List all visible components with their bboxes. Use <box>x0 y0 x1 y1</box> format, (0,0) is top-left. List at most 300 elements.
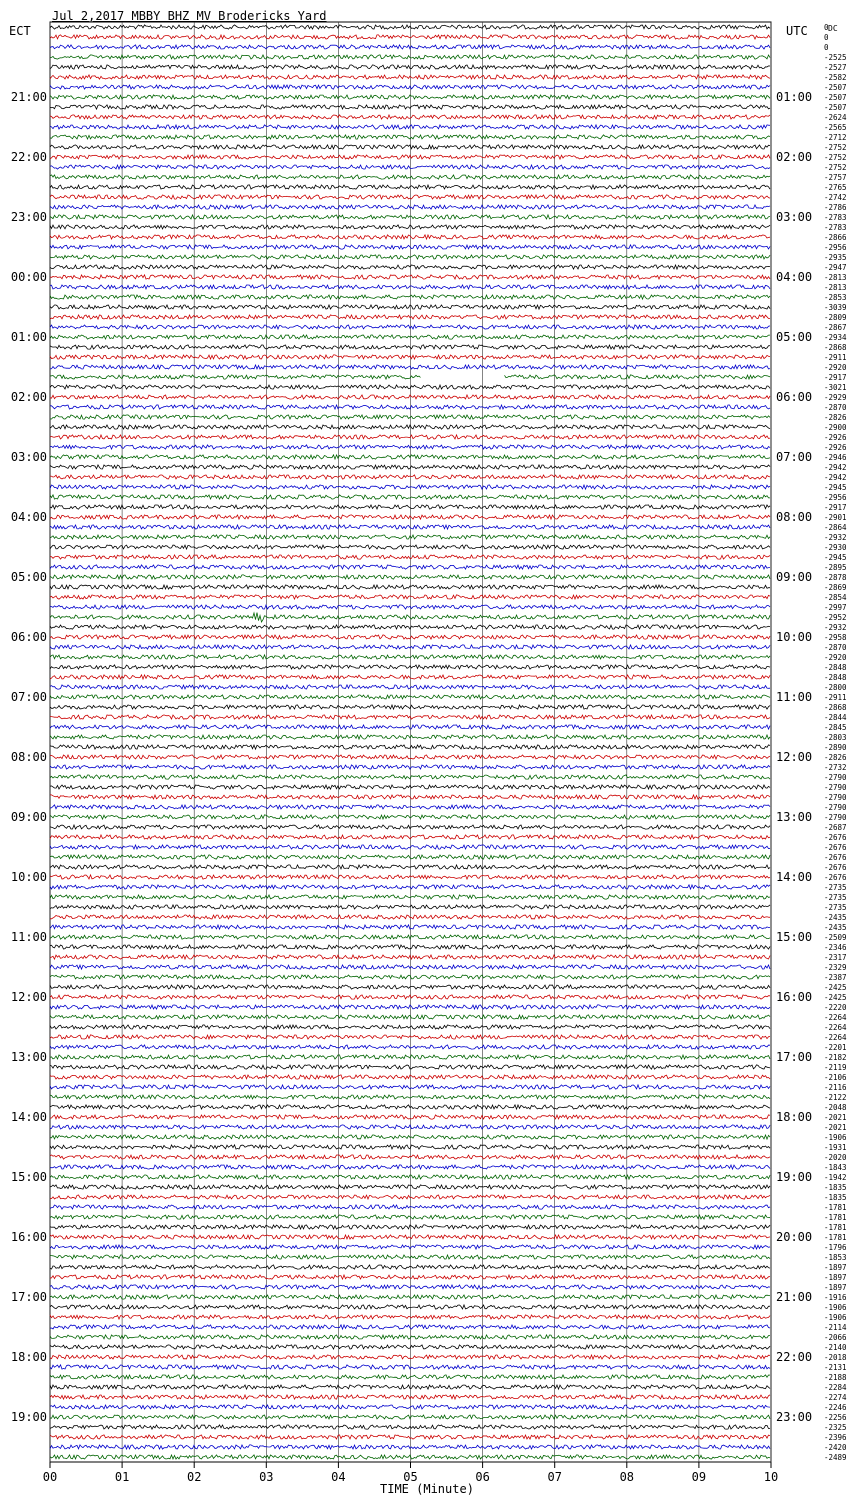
dc-offset-value: -2790 <box>824 813 847 822</box>
dc-offset-value: -1897 <box>824 1283 847 1292</box>
dc-offset-value: -2942 <box>824 473 847 482</box>
dc-offset-value: -2122 <box>824 1093 847 1102</box>
seismic-trace <box>50 675 770 679</box>
right-hour-label: 06:00 <box>776 390 813 404</box>
seismic-trace <box>50 1435 770 1439</box>
dc-offset-value: -2735 <box>824 903 847 912</box>
seismic-trace <box>50 535 770 539</box>
right-hour-label: 11:00 <box>776 690 813 704</box>
dc-offset-value: -2854 <box>824 593 847 602</box>
seismic-trace <box>50 1315 770 1319</box>
dc-offset-value: -2790 <box>824 773 847 782</box>
dc-offset-value: -2848 <box>824 673 847 682</box>
dc-offset-value: -2870 <box>824 403 847 412</box>
dc-offset-value: -3039 <box>824 303 847 312</box>
dc-offset-value: -2895 <box>824 563 847 572</box>
seismic-trace <box>50 245 770 249</box>
left-hour-label: 08:00 <box>10 750 47 764</box>
dc-offset-value: -2790 <box>824 803 847 812</box>
x-tick-label: 06 <box>475 1470 490 1484</box>
seismic-trace <box>50 1415 770 1419</box>
x-tick-label: 08 <box>619 1470 635 1484</box>
seismic-trace <box>50 175 770 179</box>
dc-offset-value: -2878 <box>824 573 847 582</box>
dc-offset-value: 0 <box>824 43 829 52</box>
dc-offset-value: -2676 <box>824 843 847 852</box>
dc-offset-value: -1906 <box>824 1303 847 1312</box>
dc-offset-value: -2864 <box>824 523 847 532</box>
seismic-trace <box>50 613 770 622</box>
seismic-trace <box>50 1325 770 1329</box>
left-hour-label: 19:00 <box>10 1410 47 1424</box>
left-hour-label: 03:00 <box>10 450 47 464</box>
dc-offset-value: -1906 <box>824 1313 847 1322</box>
dc-offset-value: -2264 <box>824 1023 847 1032</box>
seismic-trace <box>50 45 770 49</box>
left-hour-label: 12:00 <box>10 990 47 1004</box>
dc-offset-value: -2752 <box>824 143 847 152</box>
seismic-trace <box>50 735 770 739</box>
dc-offset-value: 0 <box>824 33 829 42</box>
seismic-trace <box>50 205 770 209</box>
seismic-trace <box>50 115 770 119</box>
x-tick-label: 09 <box>691 1470 707 1484</box>
seismic-trace <box>50 1295 770 1299</box>
dc-offset-value: -2507 <box>824 93 847 102</box>
dc-offset-value: -2917 <box>824 503 847 512</box>
seismic-trace <box>50 1125 770 1129</box>
seismic-trace <box>50 25 770 29</box>
right-hour-label: 04:00 <box>776 270 813 284</box>
dc-offset-value: -2735 <box>824 883 847 892</box>
dc-offset-value: -2946 <box>824 453 847 462</box>
dc-offset-value: -2246 <box>824 1403 847 1412</box>
seismic-trace <box>50 855 770 859</box>
seismic-trace <box>50 685 770 689</box>
dc-offset-value: -2844 <box>824 713 847 722</box>
dc-offset-value: -2489 <box>824 1453 847 1462</box>
dc-offset-value: -2932 <box>824 623 847 632</box>
seismic-trace <box>50 835 770 839</box>
seismic-trace <box>50 1165 770 1169</box>
seismic-trace <box>50 605 770 609</box>
dc-offset-value: -2509 <box>824 933 847 942</box>
dc-offset-value: -2732 <box>824 763 847 772</box>
dc-offset-value: -2790 <box>824 783 847 792</box>
left-hour-label: 02:00 <box>10 390 47 404</box>
dc-offset-value: -2676 <box>824 863 847 872</box>
seismic-trace <box>50 1075 770 1079</box>
seismic-trace <box>50 325 770 329</box>
dc-offset-value: -1853 <box>824 1253 847 1262</box>
dc-offset-value: -2868 <box>824 343 847 352</box>
x-tick-label: 05 <box>403 1470 418 1484</box>
dc-offset-value: -2786 <box>824 203 847 212</box>
seismic-trace <box>50 1045 770 1049</box>
dc-offset-value: -1906 <box>824 1133 847 1142</box>
seismic-trace <box>50 815 770 819</box>
dc-offset-value: -2220 <box>824 1003 847 1012</box>
dc-offset-value: -2712 <box>824 133 847 142</box>
seismic-trace <box>50 1005 770 1009</box>
seismic-trace <box>50 445 770 449</box>
x-tick-label: 01 <box>114 1470 130 1484</box>
seismic-trace <box>50 635 770 639</box>
x-tick-label: 03 <box>259 1470 274 1484</box>
dc-offset-value: -2435 <box>824 913 847 922</box>
seismic-trace <box>50 905 770 909</box>
seismic-trace <box>50 495 770 499</box>
seismic-trace <box>50 1335 770 1339</box>
right-hour-label: 12:00 <box>776 750 813 764</box>
dc-offset-value: -2687 <box>824 823 847 832</box>
seismic-trace <box>50 1215 770 1219</box>
dc-offset-value: -2624 <box>824 113 847 122</box>
left-hour-label: 17:00 <box>10 1290 47 1304</box>
seismic-trace <box>50 465 770 469</box>
seismic-trace <box>50 705 770 709</box>
right-hour-label: 22:00 <box>776 1350 813 1364</box>
seismic-trace <box>50 1255 770 1259</box>
dc-offset-value: -2048 <box>824 1103 847 1112</box>
dc-offset-value: -2901 <box>824 513 847 522</box>
left-hour-label: 22:00 <box>10 150 47 164</box>
dc-offset-value: -2911 <box>824 353 847 362</box>
dc-offset-value: -2525 <box>824 53 847 62</box>
dc-offset-value: -2274 <box>824 1393 847 1402</box>
dc-offset-value: -2435 <box>824 923 847 932</box>
left-hour-label: 18:00 <box>10 1350 47 1364</box>
seismic-trace <box>50 695 770 699</box>
seismic-trace <box>50 825 770 829</box>
seismic-trace <box>50 975 770 979</box>
seismic-trace <box>50 1345 770 1349</box>
right-hour-label: 02:00 <box>776 150 813 164</box>
seismic-trace <box>50 1245 770 1249</box>
dc-offset-value: -2387 <box>824 973 847 982</box>
seismic-trace <box>50 345 770 349</box>
dc-offset-value: -2325 <box>824 1423 847 1432</box>
dc-offset-value: -2765 <box>824 183 847 192</box>
seismic-trace <box>50 55 770 59</box>
left-hour-label: 15:00 <box>10 1170 47 1184</box>
dc-offset-value: -2752 <box>824 163 847 172</box>
dc-offset-value: -2420 <box>824 1443 847 1452</box>
dc-offset-value: -1916 <box>824 1293 847 1302</box>
dc-offset-value: -2131 <box>824 1363 847 1372</box>
dc-offset-value: -2527 <box>824 63 847 72</box>
seismic-trace <box>50 275 770 279</box>
seismic-trace <box>50 1135 770 1139</box>
dc-offset-value: -2119 <box>824 1063 847 1072</box>
right-hour-label: 16:00 <box>776 990 813 1004</box>
seismic-trace <box>50 225 770 229</box>
dc-offset-value: -2926 <box>824 433 847 442</box>
dc-offset-value: -2853 <box>824 293 847 302</box>
seismic-trace <box>50 365 770 369</box>
seismic-trace <box>50 375 770 379</box>
seismic-trace <box>50 185 770 189</box>
dc-offset-value: -2911 <box>824 693 847 702</box>
dc-offset-value: -2920 <box>824 653 847 662</box>
dc-offset-value: -2867 <box>824 323 847 332</box>
dc-offset-value: -2942 <box>824 463 847 472</box>
right-hour-label: 13:00 <box>776 810 813 824</box>
seismic-trace <box>50 285 770 289</box>
left-hour-label: 14:00 <box>10 1110 47 1124</box>
dc-offset-value: -2018 <box>824 1353 847 1362</box>
dc-offset-value: -2997 <box>824 603 847 612</box>
seismic-trace <box>50 1095 770 1099</box>
dc-offset-value: -2188 <box>824 1373 847 1382</box>
dc-offset-value: -2920 <box>824 363 847 372</box>
dc-offset-value: -2582 <box>824 73 847 82</box>
dc-offset-value: -2182 <box>824 1053 847 1062</box>
dc-offset-value: -2845 <box>824 723 847 732</box>
seismic-trace <box>50 435 770 439</box>
seismic-trace <box>50 765 770 769</box>
right-hour-label: 05:00 <box>776 330 813 344</box>
seismic-trace <box>50 785 770 789</box>
seismic-trace <box>50 425 770 429</box>
seismic-trace <box>50 315 770 319</box>
dc-offset-value: -2346 <box>824 943 847 952</box>
seismic-trace <box>50 1445 770 1449</box>
seismic-trace <box>50 85 770 89</box>
dc-offset-value: -1781 <box>824 1223 847 1232</box>
seismic-trace <box>50 955 770 959</box>
dc-offset-value: -2264 <box>824 1013 847 1022</box>
dc-offset-value: -2020 <box>824 1153 847 1162</box>
seismic-trace <box>50 1285 770 1289</box>
dc-offset-value: -2952 <box>824 613 847 622</box>
seismic-trace <box>50 1365 770 1369</box>
right-hour-label: 08:00 <box>776 510 813 524</box>
dc-offset-value: -2264 <box>824 1033 847 1042</box>
left-hour-label: 13:00 <box>10 1050 47 1064</box>
left-hour-label: 11:00 <box>10 930 47 944</box>
seismic-trace <box>50 305 770 309</box>
seismic-trace <box>50 1355 770 1359</box>
seismic-trace <box>50 925 770 929</box>
seismic-trace <box>50 1025 770 1029</box>
left-hour-label: 06:00 <box>10 630 47 644</box>
dc-offset-value: -2958 <box>824 633 847 642</box>
seismic-trace <box>50 1105 770 1109</box>
seismic-trace <box>50 395 770 399</box>
dc-offset-value: -2813 <box>824 283 847 292</box>
seismic-trace <box>50 775 770 779</box>
dc-offset-value: -2930 <box>824 543 847 552</box>
dc-offset-value: -2826 <box>824 753 847 762</box>
dc-offset-value: -2735 <box>824 893 847 902</box>
dc-offset-value: -1897 <box>824 1263 847 1272</box>
x-tick-label: 10 <box>763 1470 779 1484</box>
dc-offset-value: -1781 <box>824 1203 847 1212</box>
chart-title: Jul 2,2017 MBBY BHZ MV Brodericks Yard <box>52 9 327 23</box>
dc-offset-value: -2676 <box>824 873 847 882</box>
dc-offset-value: -2926 <box>824 443 847 452</box>
seismic-trace <box>50 1395 770 1399</box>
seismic-trace <box>50 865 770 869</box>
dc-offset-value: -2256 <box>824 1413 847 1422</box>
seismic-trace <box>50 555 770 559</box>
dc-offset-value: -2396 <box>824 1433 847 1442</box>
dc-offset-value: -2826 <box>824 413 847 422</box>
seismic-trace <box>50 505 770 509</box>
left-hour-label: 05:00 <box>10 570 47 584</box>
seismic-trace <box>50 805 770 809</box>
dc-offset-value: -2676 <box>824 853 847 862</box>
seismic-trace <box>50 875 770 879</box>
seismic-trace <box>50 1405 770 1409</box>
left-hour-label: 10:00 <box>10 870 47 884</box>
dc-offset-value: -1781 <box>824 1213 847 1222</box>
right-hour-label: 17:00 <box>776 1050 813 1064</box>
dc-offset-value: -2021 <box>824 1113 847 1122</box>
dc-offset-value: -2869 <box>824 583 847 592</box>
seismic-trace <box>50 75 770 79</box>
seismic-trace <box>50 985 770 989</box>
seismic-trace <box>50 1035 770 1039</box>
seismic-trace <box>50 475 770 479</box>
seismic-trace <box>50 845 770 849</box>
seismic-trace <box>50 935 770 939</box>
seismic-trace <box>50 1015 770 1019</box>
seismic-trace <box>50 125 770 129</box>
dc-offset-value: -2140 <box>824 1343 847 1352</box>
seismic-trace <box>50 385 770 389</box>
dc-label: DC <box>828 24 838 33</box>
dc-offset-value: -2317 <box>824 953 847 962</box>
dc-offset-value: -2425 <box>824 983 847 992</box>
seismic-trace <box>50 35 770 39</box>
seismic-trace <box>50 265 770 269</box>
seismic-trace <box>50 725 770 729</box>
left-hour-label: 01:00 <box>10 330 47 344</box>
seismic-trace <box>50 145 770 149</box>
dc-offset-value: -2803 <box>824 733 847 742</box>
left-hour-label: 09:00 <box>10 810 47 824</box>
x-tick-label: 00 <box>42 1470 58 1484</box>
seismic-trace <box>50 235 770 239</box>
seismic-trace <box>50 755 770 759</box>
seismic-trace <box>50 1175 770 1179</box>
seismic-trace <box>50 1425 770 1429</box>
dc-offset-value: -2934 <box>824 333 847 342</box>
left-hour-label: 00:00 <box>10 270 47 284</box>
seismic-trace <box>50 1235 770 1239</box>
seismic-trace <box>50 1185 770 1189</box>
seismic-trace <box>50 965 770 969</box>
seismic-trace <box>50 665 770 669</box>
dc-offset-value: -2956 <box>824 493 847 502</box>
seismic-trace <box>50 915 770 919</box>
dc-offset-value: -2800 <box>824 683 847 692</box>
seismic-trace <box>50 95 770 99</box>
right-hour-label: 20:00 <box>776 1230 813 1244</box>
seismic-trace <box>50 1275 770 1279</box>
dc-offset-value: -1781 <box>824 1233 847 1242</box>
dc-offset-value: -1897 <box>824 1273 847 1282</box>
left-hour-label: 16:00 <box>10 1230 47 1244</box>
seismic-trace <box>50 1375 770 1379</box>
seismic-trace <box>50 295 770 299</box>
seismic-trace <box>50 1385 770 1389</box>
dc-offset-value: -2201 <box>824 1043 847 1052</box>
seismic-trace <box>50 1305 770 1309</box>
dc-offset-value: -2106 <box>824 1073 847 1082</box>
right-hour-label: 09:00 <box>776 570 813 584</box>
dc-offset-value: -2752 <box>824 153 847 162</box>
dc-offset-value: -2809 <box>824 313 847 322</box>
right-hour-label: 21:00 <box>776 1290 813 1304</box>
dc-offset-value: -2116 <box>824 1083 847 1092</box>
right-hour-label: 03:00 <box>776 210 813 224</box>
dc-offset-value: -2848 <box>824 663 847 672</box>
right-hour-label: 15:00 <box>776 930 813 944</box>
dc-offset-value: -2021 <box>824 1123 847 1132</box>
dc-offset-value: -2565 <box>824 123 847 132</box>
left-hour-label: 07:00 <box>10 690 47 704</box>
seismic-trace <box>50 1085 770 1089</box>
dc-offset-value: -2507 <box>824 83 847 92</box>
seismic-trace <box>50 195 770 199</box>
dc-offset-value: -2783 <box>824 223 847 232</box>
dc-offset-value: -2929 <box>824 393 847 402</box>
dc-offset-value: -1843 <box>824 1163 847 1172</box>
seismic-trace <box>50 1225 770 1229</box>
dc-offset-value: -1942 <box>824 1173 847 1182</box>
dc-offset-value: -2284 <box>824 1383 847 1392</box>
seismic-trace <box>50 1195 770 1199</box>
dc-offset-value: -2932 <box>824 533 847 542</box>
dc-offset-value: -2917 <box>824 373 847 382</box>
dc-offset-value: -2956 <box>824 243 847 252</box>
dc-offset-value: 0 <box>824 23 829 32</box>
seismic-trace <box>50 1145 770 1149</box>
seismic-trace <box>50 575 770 579</box>
dc-offset-value: -2425 <box>824 993 847 1002</box>
seismic-trace <box>50 1455 770 1459</box>
seismic-trace <box>50 1115 770 1119</box>
dc-offset-value: -2945 <box>824 483 847 492</box>
right-hour-label: 14:00 <box>776 870 813 884</box>
dc-offset-value: -2868 <box>824 703 847 712</box>
seismic-trace <box>50 135 770 139</box>
dc-offset-value: -1796 <box>824 1243 847 1252</box>
seismic-trace <box>50 1205 770 1209</box>
dc-offset-value: -2900 <box>824 423 847 432</box>
left-hour-label: 04:00 <box>10 510 47 524</box>
seismic-trace <box>50 945 770 949</box>
dc-offset-value: -2870 <box>824 643 847 652</box>
dc-offset-value: -2329 <box>824 963 847 972</box>
seismic-trace <box>50 565 770 569</box>
seismic-trace <box>50 415 770 419</box>
right-timezone-label: UTC <box>786 24 808 38</box>
dc-offset-value: -2945 <box>824 553 847 562</box>
seismic-trace <box>50 645 770 649</box>
seismic-trace <box>50 895 770 899</box>
right-hour-label: 07:00 <box>776 450 813 464</box>
seismic-trace <box>50 405 770 409</box>
seismic-trace <box>50 885 770 889</box>
dc-offset-value: -2890 <box>824 743 847 752</box>
seismic-trace <box>50 215 770 219</box>
dc-offset-value: -2813 <box>824 273 847 282</box>
x-tick-label: 07 <box>547 1470 562 1484</box>
